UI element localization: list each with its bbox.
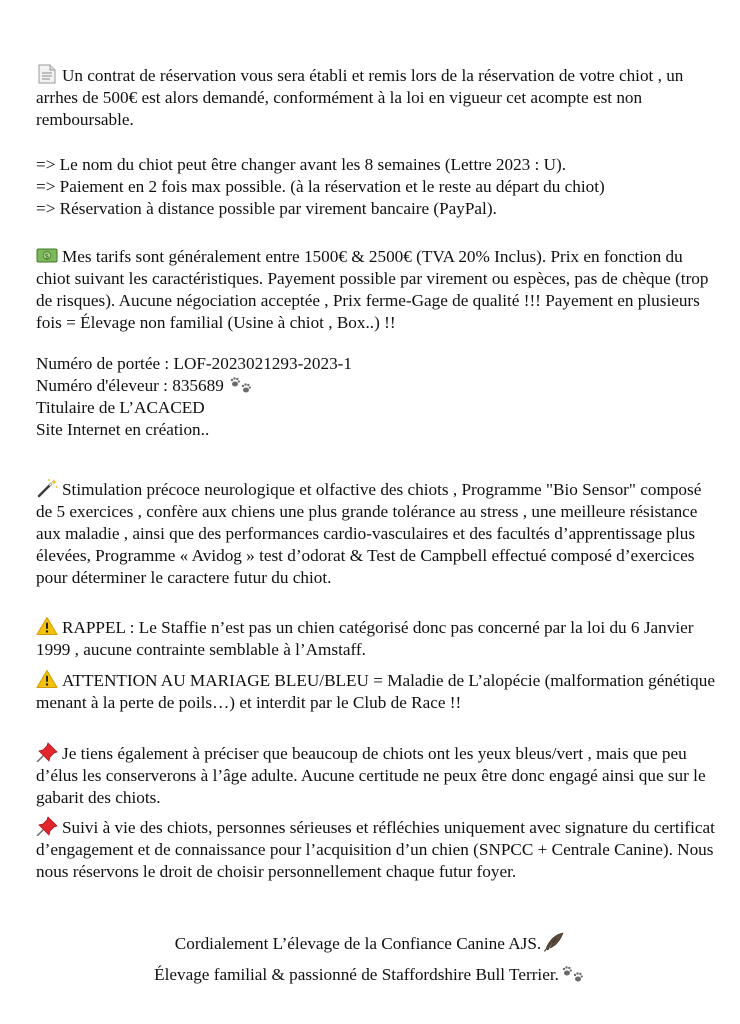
warning-icon [36,616,58,636]
paw-prints-icon [228,375,254,395]
page-facing-up-icon [36,64,58,84]
pushpin-icon [36,742,58,762]
breeder-info [36,353,716,441]
followup-note: Suivi à vie des chiots, personnes sérieuses et réfléchies uniquement avec signature du certificat d’engagement et de connaissance pour l’acquisition d’un chien (SNPCC + Centrale Canine). Nous nous réservons le droit de choisir personnellement chaque futur foyer. [36,818,715,881]
acaced-holder: Titulaire de L’ACACED [36,398,205,417]
pushpin-icon [36,816,58,836]
magic-wand-icon [36,478,58,498]
dollar-banknote-icon [36,245,58,265]
closing-tagline: Élevage familial & passionné de Staffordshire Bull Terrier. [0,964,740,986]
reservation-list [36,154,716,220]
feather-icon [543,932,565,952]
closing-regards: Cordialement L’élevage de la Confiance Canine AJS. [0,932,740,955]
reservation-item-payment: => Paiement en 2 fois max possible. (à la réservation et le reste au départ du chiot) [36,177,605,196]
reservation-item-name: => Le nom du chiot peut être changer avant les 8 semaines (Lettre 2023 : U). [36,155,567,174]
pricing-text: $ Mes tarifs sont généralement entre 1500€ & 2500€ (TVA 20% Inclus). Prix en fonction du chiot suivant les caractéristiques. Payement possible par virement ou espèces, pas de chèque (trop de risques). Aucune négociation acceptée , Prix ferme-Gage de qualité !!! Payement en plusieurs fois = Élevage non familial (Usine à chiot , Box..) !! [36,247,709,332]
attention-warning: ATTENTION AU MARIAGE BLEU/BLEU = Maladie de L’alopécie (malformation génétique menant à la perte de poils…) et interdit par le Club de Race !! [36,671,715,712]
svg-text:$: $ [44,252,50,261]
rappel-warning: RAPPEL : Le Staffie n’est pas un chien catégorisé donc pas concerné par la loi du 6 Janvier 1999 , aucune contrainte semblable à l’Amstaff. [36,618,694,659]
breeder-number: Numéro d'éleveur : 835689 [36,375,716,397]
reservation-intro: Un contrat de réservation vous sera établi et remis lors de la réservation de votre chiot , un arrhes de 500€ est alors demandé, conformément à la loi en vigueur cet acompte est non remboursable. [36,66,684,129]
eyes-note: Je tiens également à préciser que beaucoup de chiots ont les yeux bleus/vert , mais que peu d’élus les conserverons à l’âge adulte. Aucune certitude ne peux être donc engagé ainsi que sur le gabarit des chiots. [36,744,706,807]
stimulation-text: Stimulation précoce neurologique et olfactive des chiots , Programme "Bio Sensor" composé de 5 exercices , confère aux chiens une plus grande tolérance au stress , une meilleure résistance aux maladie , ainsi que des performances cardio-vasculaires et des facultés d’apprentissage plus élevées, Programme « Avidog » test d’odorat & Test de Campbell effectué composé d’exercices pour déterminer le caractere futur du chiot. [36,480,702,587]
reservation-item-distance: => Réservation à distance possible par virement bancaire (PayPal). [36,199,497,218]
paw-prints-icon [560,964,586,984]
warning-icon [36,669,58,689]
website-status: Site Internet en création.. [36,420,210,439]
litter-number: Numéro de portée : LOF-2023021293-2023-1 [36,354,352,373]
